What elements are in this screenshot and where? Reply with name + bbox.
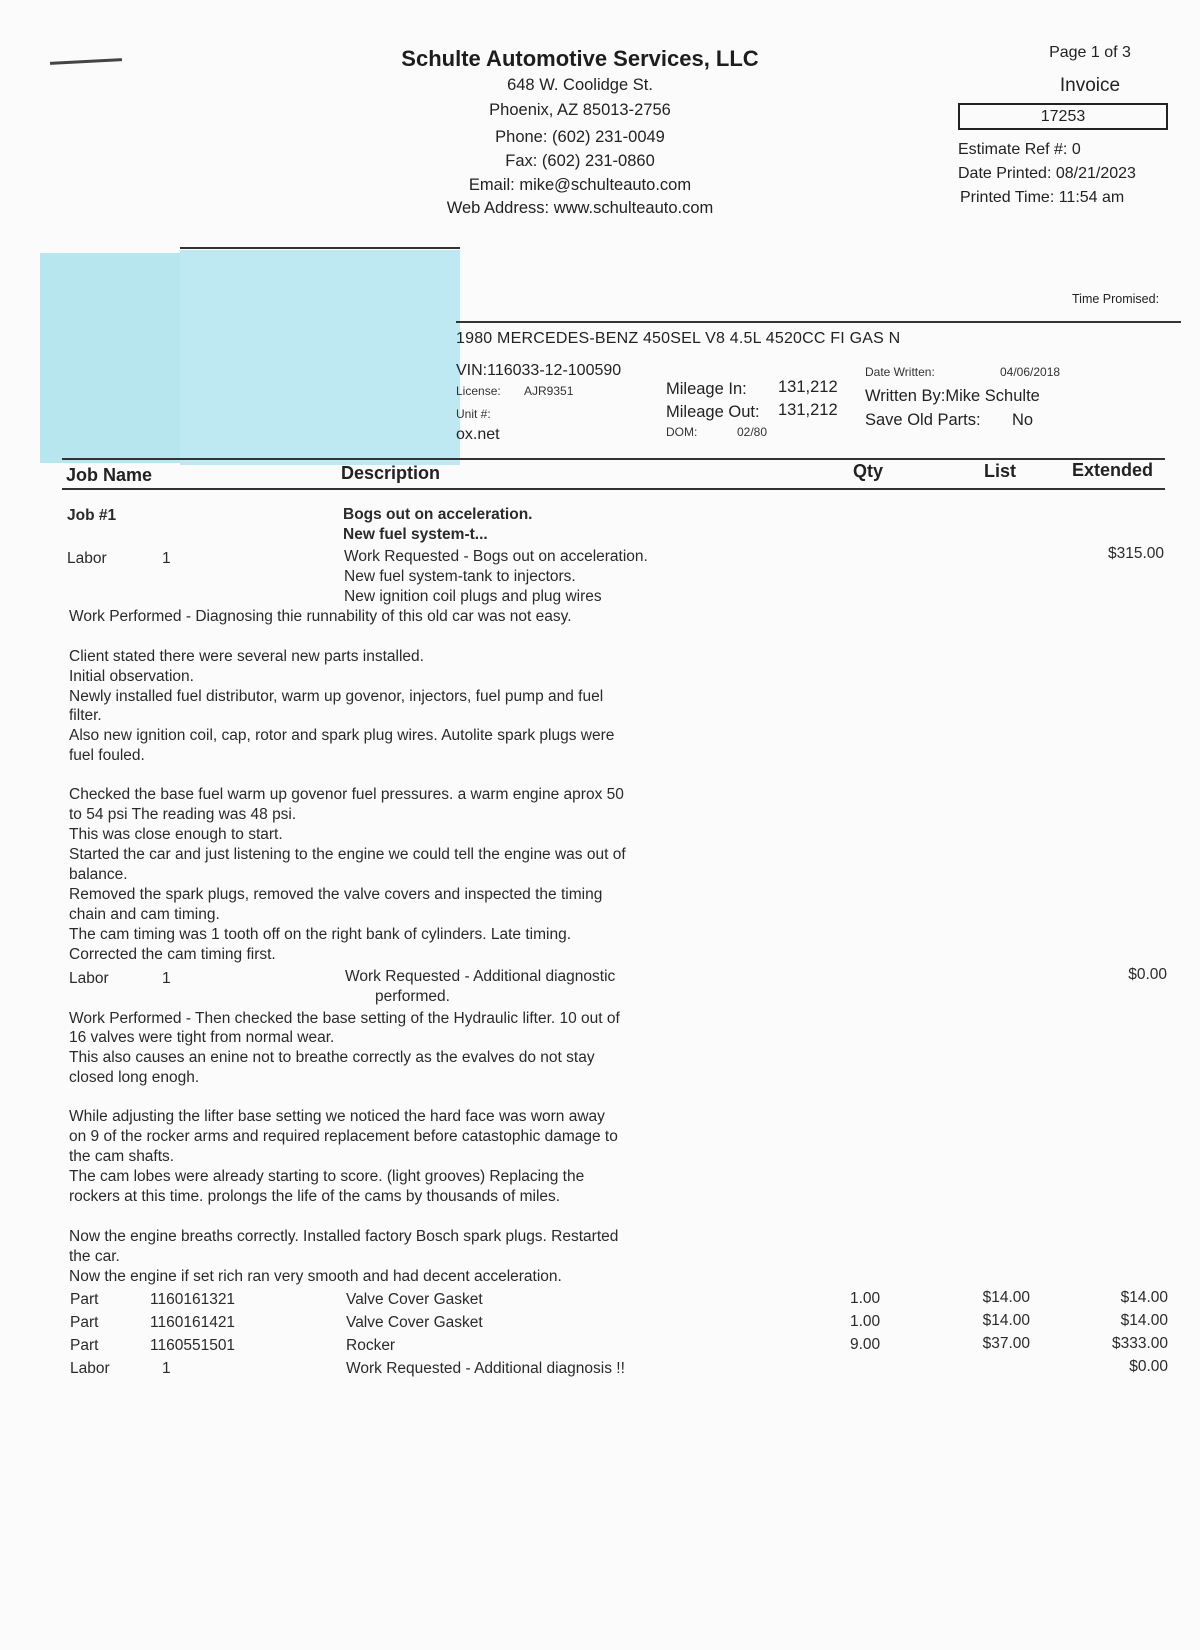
line-extended: $0.00 [1128, 966, 1167, 983]
table-header-rule [62, 488, 1165, 490]
line-desc: Rocker [346, 1337, 396, 1354]
line-extended: $333.00 [1111, 1335, 1168, 1352]
save-old-parts-value: No [1012, 411, 1034, 429]
note-line: the cam shafts. [69, 1148, 175, 1165]
note-line: chain and cam timing. [69, 906, 220, 923]
scan-mark [50, 58, 122, 65]
line-extended: $315.00 [1107, 545, 1164, 562]
mileage-out-label: Mileage Out: [666, 403, 760, 421]
line-desc: Work Requested - Additional diagnosis !! [346, 1360, 625, 1377]
note-line: filter. [69, 707, 102, 724]
printed-time: Printed Time: 11:54 am [960, 189, 1125, 206]
date-printed: Date Printed: 08/21/2023 [958, 165, 1136, 182]
note-line: Initial observation. [69, 668, 194, 685]
note-line: closed long enogh. [69, 1069, 200, 1086]
table-top-rule [62, 458, 1165, 460]
vin: VIN:116033-12-100590 [456, 362, 622, 379]
company-phone: Phone: (602) 231-0049 [495, 128, 665, 146]
col-qty: Qty [853, 461, 884, 481]
written-by: Written By:Mike Schulte [865, 387, 1040, 405]
company-web: Web Address: www.schulteauto.com [446, 199, 714, 217]
date-written-label: Date Written: [865, 365, 935, 379]
divider [456, 321, 1181, 323]
note-line: balance. [69, 866, 128, 883]
license-label: License: [456, 384, 501, 398]
line-type: Labor [69, 970, 109, 987]
company-email: Email: mike@schulteauto.com [468, 176, 692, 194]
job-name: Job #1 [67, 507, 117, 524]
col-list: List [984, 461, 1017, 481]
page-number: Page 1 of 3 [1049, 44, 1131, 61]
line-extended: $14.00 [1120, 1289, 1168, 1306]
note-line: 16 valves were tight from normal wear. [69, 1029, 335, 1046]
note-line: Checked the base fuel warm up govenor fuel pressures. a warm engine aprox 50 [69, 786, 624, 803]
note-line: Newly installed fuel distributor, warm up govenor, injectors, fuel pump and fuel [69, 688, 604, 705]
company-fax: Fax: (602) 231-0860 [505, 152, 655, 170]
part-number: 1160551501 [150, 1337, 236, 1354]
line-type: Labor [67, 550, 107, 567]
note-line: to 54 psi The reading was 48 psi. [69, 806, 297, 823]
col-job-name: Job Name [66, 465, 153, 485]
redacted-customer-info [40, 253, 190, 463]
line-code: 1 [162, 970, 171, 987]
line-desc: Work Requested - Bogs out on acceleration. [344, 548, 648, 565]
mileage-out-value: 131,212 [778, 401, 838, 419]
line-desc: performed. [375, 988, 450, 1005]
company-name: Schulte Automotive Services, LLC [401, 46, 759, 71]
job-title-line1: Bogs out on acceleration. [343, 506, 533, 523]
note-line: Now the engine breaths correctly. Installed factory Bosch spark plugs. Restarted [69, 1228, 619, 1245]
line-code: 1 [162, 550, 171, 567]
note-line: rockers at this time. prolongs the life of the cams by thousands of miles. [69, 1188, 561, 1205]
line-type: Part [70, 1291, 99, 1308]
time-promised-label: Time Promised: [1072, 292, 1160, 306]
note-line: Now the engine if set rich ran very smooth and had decent acceleration. [69, 1268, 562, 1285]
dom-label: DOM: [666, 425, 698, 439]
note-line: Work Performed - Then checked the base setting of the Hydraulic lifter. 10 out of [69, 1010, 620, 1027]
note-line: This also causes an enine not to breathe correctly as the evalves do not stay [69, 1049, 595, 1066]
date-written-value: 04/06/2018 [1000, 365, 1061, 379]
note-line: The cam lobes were already starting to score. (light grooves) Replacing the [69, 1168, 585, 1185]
note-line: on 9 of the rocker arms and required replacement before catastophic damage to [69, 1128, 618, 1145]
note-line: Client stated there were several new parts installed. [69, 648, 424, 665]
line-type: Part [70, 1337, 99, 1354]
line-list: $14.00 [982, 1312, 1030, 1329]
redaction-edge [180, 247, 460, 249]
line-type: Part [70, 1314, 99, 1331]
note-line: Also new ignition coil, cap, rotor and spark plug wires. Autolite spark plugs were [69, 727, 615, 744]
line-qty: 1.00 [850, 1290, 881, 1307]
line-desc: Work Requested - Additional diagnostic [345, 968, 616, 985]
dom-value: 02/80 [737, 425, 768, 439]
line-list: $14.00 [982, 1289, 1030, 1306]
line-desc: Valve Cover Gasket [346, 1291, 483, 1308]
note-line: fuel fouled. [69, 747, 145, 764]
line-list: $37.00 [982, 1335, 1030, 1352]
part-number: 1160161421 [150, 1314, 236, 1331]
vehicle-description: 1980 MERCEDES-BENZ 450SEL V8 4.5L 4520CC FI GAS N [456, 330, 901, 347]
company-address: 648 W. Coolidge St. [507, 76, 653, 94]
note-line: This was close enough to start. [69, 826, 283, 843]
line-code: 1 [162, 1360, 171, 1377]
line-type: Labor [70, 1360, 110, 1377]
unit-label: Unit #: [456, 407, 491, 421]
part-number: 1160161321 [150, 1291, 236, 1308]
col-extended: Extended [1072, 460, 1154, 480]
line-desc: New fuel system-tank to injectors. [344, 568, 576, 585]
line-desc: New ignition coil plugs and plug wires [344, 588, 602, 605]
job-title-line2: New fuel system-t... [343, 526, 488, 543]
redacted-customer-info-2 [180, 250, 460, 465]
note-line: Started the car and just listening to the engine we could tell the engine was out of [69, 846, 626, 863]
line-qty: 9.00 [850, 1336, 881, 1353]
line-qty: 1.00 [850, 1313, 881, 1330]
note-line: Work Performed - Diagnosing thie runnability of this old car was not easy. [69, 608, 572, 625]
note-line: While adjusting the lifter base setting we noticed the hard face was worn away [69, 1108, 605, 1125]
mileage-in-label: Mileage In: [666, 380, 747, 398]
license-value: AJR9351 [524, 384, 574, 398]
line-desc: Valve Cover Gasket [346, 1314, 483, 1331]
document-type: Invoice [1059, 75, 1121, 96]
invoice-number: 17253 [958, 103, 1168, 130]
col-description: Description [341, 463, 441, 483]
note-line: Removed the spark plugs, removed the valve covers and inspected the timing [69, 886, 603, 903]
customer-email-fragment: ox.net [456, 426, 500, 443]
company-city: Phoenix, AZ 85013-2756 [489, 101, 671, 119]
line-extended: $0.00 [1129, 1358, 1168, 1375]
mileage-in-value: 131,212 [778, 378, 838, 396]
line-extended: $14.00 [1120, 1312, 1168, 1329]
save-old-parts-label: Save Old Parts: [865, 411, 981, 429]
note-line: Corrected the cam timing first. [69, 946, 276, 963]
note-line: the car. [69, 1248, 120, 1265]
estimate-ref: Estimate Ref #: 0 [958, 141, 1081, 158]
note-line: The cam timing was 1 tooth off on the right bank of cylinders. Late timing. [69, 926, 572, 943]
